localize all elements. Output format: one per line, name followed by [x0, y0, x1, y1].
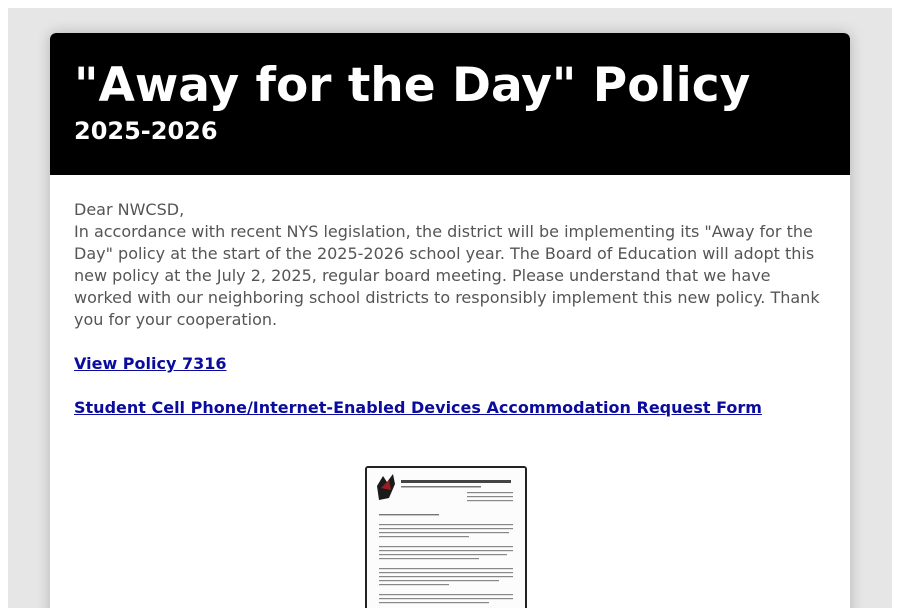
greeting-text: Dear NWCSD, [74, 200, 185, 219]
card-header [50, 33, 850, 175]
page-subtitle: 2025-2026 [74, 117, 218, 145]
policy-letter-thumbnail[interactable] [365, 466, 527, 608]
accommodation-form-link[interactable]: Student Cell Phone/Internet-Enabled Devices Accommodation Request Form [74, 398, 762, 417]
page-title: "Away for the Day" Policy [74, 58, 751, 113]
view-policy-link[interactable]: View Policy 7316 [74, 354, 227, 373]
page-background [8, 8, 892, 608]
form-link-row [74, 397, 826, 419]
policy-link-row [74, 353, 826, 375]
announcement-card [50, 33, 850, 608]
letter-preview-image [367, 468, 525, 608]
announcement-paragraph: In accordance with recent NYS legislation, the district will be implementing its "Away for the Day" policy at the start of the 2025-2026 school year. The Board of Education will adopt this new policy at the July 2, 2025, regular board meeting. Please understand that we have worked with our neighboring school districts to responsibly implement this new policy. Thank you for your cooperation. [74, 222, 820, 329]
card-body [50, 175, 850, 419]
